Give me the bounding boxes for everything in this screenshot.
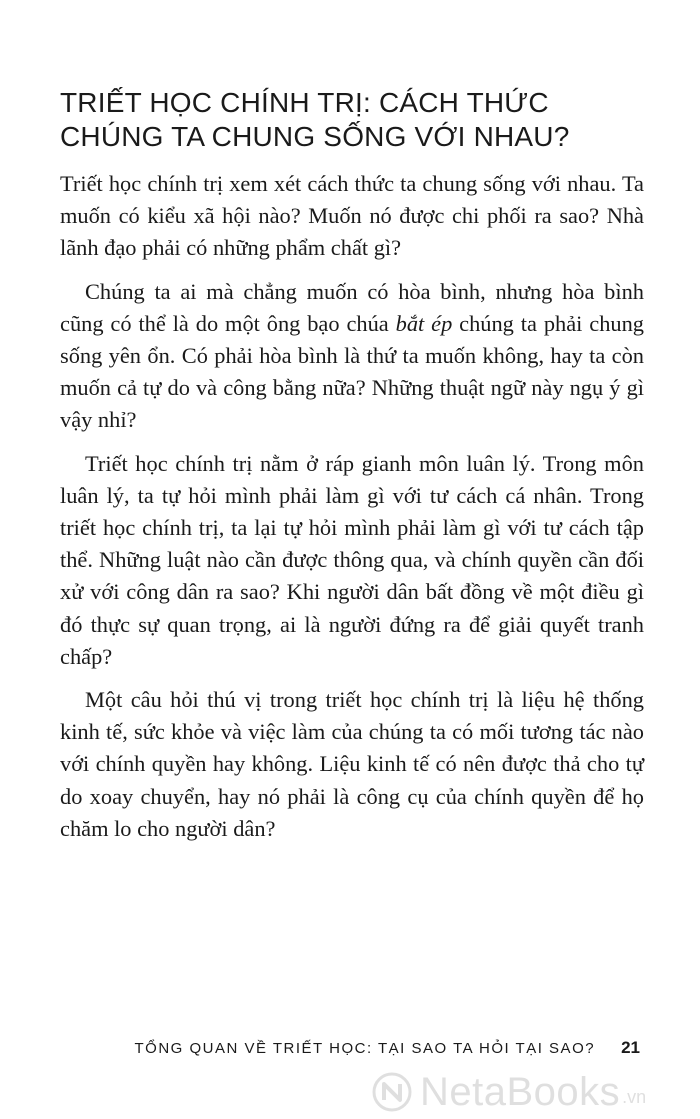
paragraph-2-before: Chúng ta ai mà chẳng muốn có hòa bình, nhưng hòa bình cũng có thể là do một ông bạo chúa: [60, 278, 644, 336]
page-number: 21: [621, 1038, 640, 1057]
watermark-suffix: .vn: [622, 1087, 647, 1107]
page-content: [60, 86, 644, 856]
paragraph-1: Triết học chính trị xem xét cách thức ta chung sống với nhau. Ta muốn có kiểu xã hội nào? Muốn nó được chi phối ra sao? Nhà lãnh đạo phải có những phẩm chất gì?: [60, 171, 644, 261]
paragraph-4: Một câu hỏi thú vị trong triết học chính trị là liệu hệ thống kinh tế, sức khỏe và việc làm của chúng ta có mối tương tác nào với chính quyền hay không. Liệu kinh tế có nên được thả cho tự do xoay chuyển, hay nó phải là công cụ của chính quyền để họ chăm lo cho người dân?: [60, 687, 644, 841]
page-footer: [134, 1038, 640, 1058]
watermark: [372, 1072, 646, 1112]
paragraph-2: [60, 276, 644, 437]
paragraph-2-after: chúng ta phải chung sống yên ổn. Có phải hòa bình là thứ ta muốn không, hay ta còn muốn cả tự do và công bằng nữa? Những thuật ngữ này ngụ ý gì vậy nhỉ?: [60, 310, 644, 433]
running-title: TỔNG QUAN VỀ TRIẾT HỌC: TẠI SAO TA HỎI TẠI SAO?: [134, 1040, 596, 1057]
paragraph-2-emphasis: bắt ép: [395, 310, 453, 336]
section-heading: TRIẾT HỌC CHÍNH TRỊ: CÁCH THỨC CHÚNG TA CHUNG SỐNG VỚI NHAU?: [60, 87, 570, 152]
watermark-brand: NetaBooks: [420, 1070, 621, 1114]
paragraph-3: Triết học chính trị nằm ở ráp gianh môn luân lý. Trong môn luân lý, ta tự hỏi mình phải làm gì với tư cách cá nhân. Trong triết học chính trị, ta lại tự hỏi mình phải làm gì với tư cách tập thể. Những luật nào cần được thông qua, và chính quyền cần đối xử với công dân ra sao? Khi người dân bất đồng về một điều gì đó thực sự quan trọng, ai là người đứng ra để giải quyết tranh chấp?: [60, 450, 644, 669]
netabooks-logo-icon: [372, 1072, 412, 1112]
